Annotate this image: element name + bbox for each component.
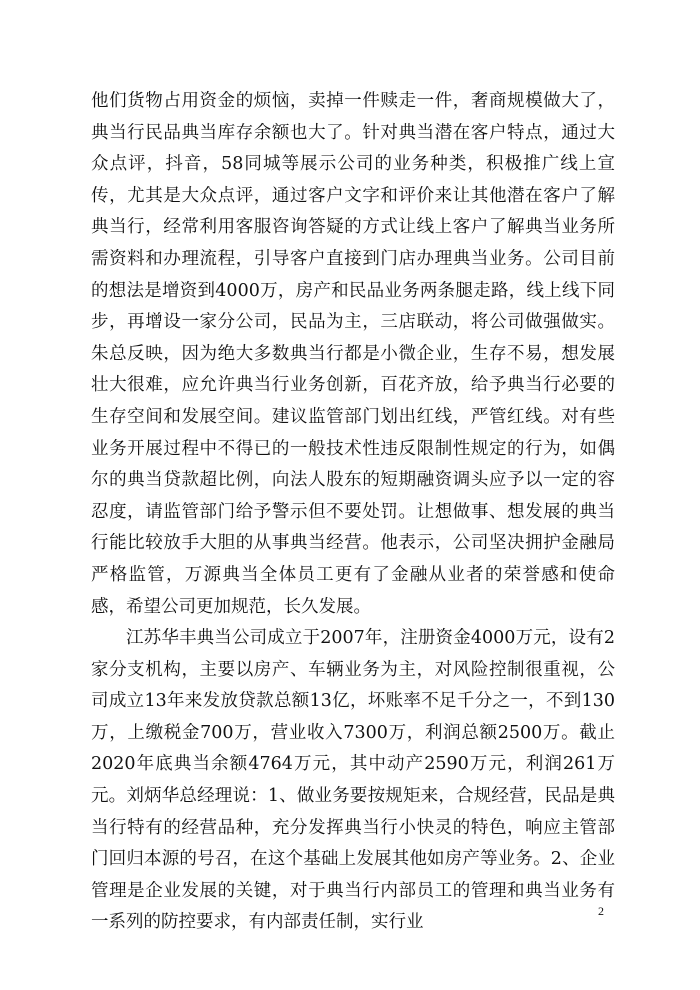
- body-text: [91, 86, 615, 939]
- paragraph-1: 他们货物占用资金的烦恼，卖掉一件赎走一件，奢商规模做大了，典当行民品典当库存余额也大了。针对典当潜在客户特点，通过大众点评，抖音，58同城等展示公司的业务种类，积极推广线上宣传，尤其是大众点评，通过客户文字和评价来让其他潜在客户了解典当行，经常利用客服咨询答疑的方式让线上客户了解典当业务所需资料和办理流程，引导客户直接到门店办理典当业务。公司目前的想法是增资到4000万，房产和民品业务两条腿走路，线上线下同步，再增设一家分公司，民品为主，三店联动，将公司做强做实。朱总反映，因为绝大多数典当行都是小微企业，生存不易，想发展壮大很难，应允许典当行业务创新，百花齐放，给予典当行必要的生存空间和发展空间。建议监管部门划出红线，严管红线。对有些业务开展过程中不得已的一般技术性违反限制性规定的行为，如偶尔的典当贷款超比例，向法人股东的短期融资调头应予以一定的容忍度，请监管部门给予警示但不要处罚。让想做事、想发展的典当行能比较放手大胆的从事典当经营。他表示，公司坚决拥护金融局严格监管，万源典当全体员工更有了金融从业者的荣誉感和使命感，希望公司更加规范，长久发展。: [91, 91, 615, 617]
- page-number: 2: [598, 904, 604, 918]
- paragraph-2: 江苏华丰典当公司成立于2007年，注册资金4000万元，设有2家分支机构，主要以房产、车辆业务为主，对风险控制很重视，公司成立13年来发放贷款总额13亿，坏账率不足千分之一，不到130万，上缴税金700万，营业收入7300万，利润总额2500万。截止2020年底典当余额4764万元，其中动产2590万元，利润261万元。刘炳华总经理说：1、做业务要按规矩来，合规经营，民品是典当行特有的经营品种，充分发挥典当行小快灵的特色，响应主管部门回归本源的号召，在这个基础上发展其他如房产等业务。2、企业管理是企业发展的关键，对于典当行内部员工的管理和典当业务有一系列的防控要求，有内部责任制，实行业: [91, 628, 615, 933]
